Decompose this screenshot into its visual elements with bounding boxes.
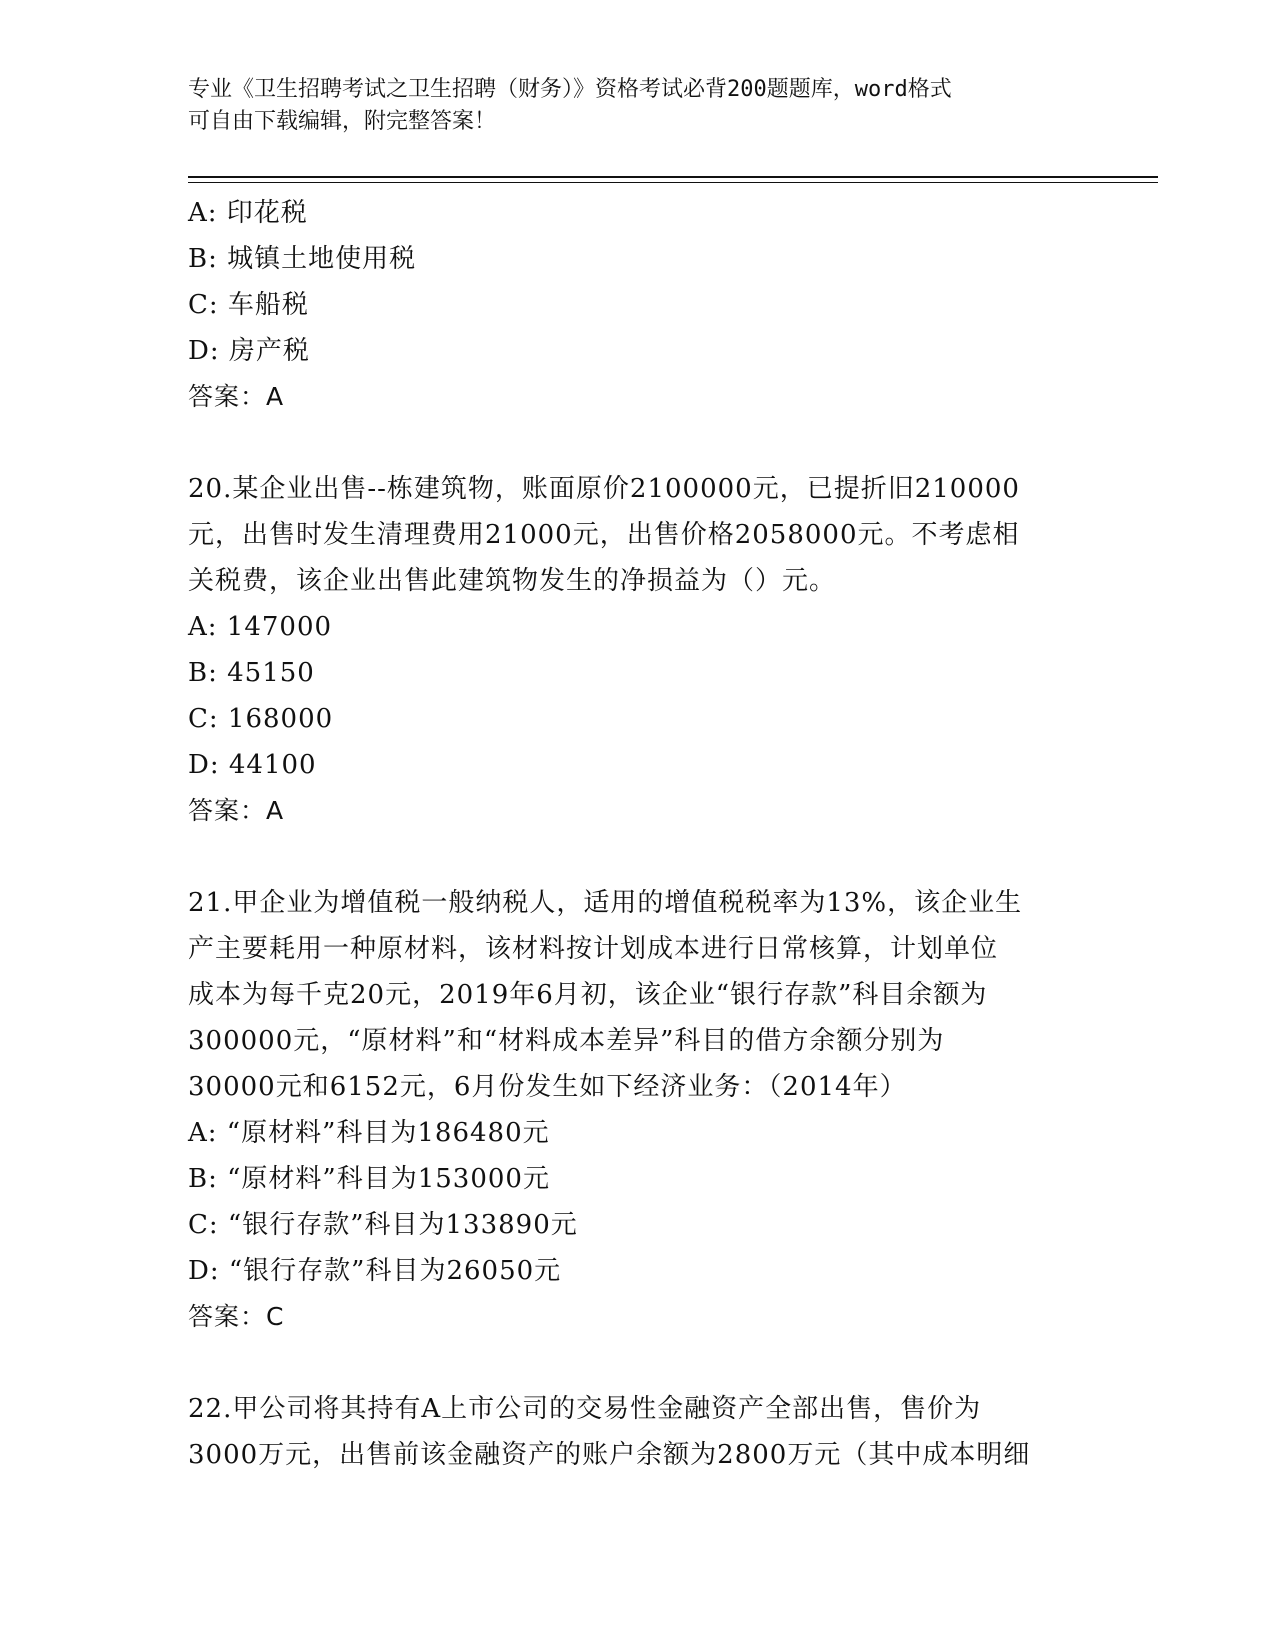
header-line-2: 可自由下载编辑，附完整答案！	[188, 109, 497, 134]
question-22	[188, 1386, 1088, 1478]
document-header	[188, 74, 1088, 138]
header-divider-thin	[188, 182, 1158, 183]
option-c: C: “银行存款”科目为133890元	[188, 1210, 578, 1240]
question-stem-line: 300000元，“原材料”和“材料成本差异”科目的借方余额分别为	[188, 1026, 945, 1056]
option-a: A: “原材料”科目为186480元	[188, 1118, 550, 1148]
question-stem-line: 成本为每千克20元，2019年6月初，该企业“银行存款”科目余额为	[188, 980, 988, 1010]
header-divider-thick	[188, 176, 1158, 178]
question-20	[188, 466, 1088, 834]
option-d: D: 44100	[188, 750, 317, 780]
question-stem-line: 关税费，该企业出售此建筑物发生的净损益为（）元。	[188, 566, 837, 596]
option-b: B: 45150	[188, 658, 315, 688]
question-stem-line: 22.甲公司将其持有A上市公司的交易性金融资产全部出售，售价为	[188, 1394, 982, 1424]
option-c: C: 车船税	[188, 290, 309, 320]
option-a: A: 印花税	[188, 198, 308, 228]
option-a: A: 147000	[188, 612, 333, 642]
answer-line: 答案：C	[188, 1302, 285, 1331]
option-d: D: 房产税	[188, 336, 310, 366]
question-stem-line: 20.某企业出售--栋建筑物，账面原价2100000元，已提折旧210000	[188, 474, 1020, 504]
question-stem-line: 30000元和6152元，6月份发生如下经济业务：（2014年）	[188, 1072, 907, 1102]
header-line-1: 专业《卫生招聘考试之卫生招聘（财务）》资格考试必背200题题库，word格式	[188, 77, 952, 102]
option-b: B: 城镇土地使用税	[188, 244, 417, 274]
question-19	[188, 190, 1088, 420]
question-stem-line: 21.甲企业为增值税一般纳税人，适用的增值税税率为13%，该企业生	[188, 888, 1023, 918]
question-21	[188, 880, 1088, 1340]
option-d: D: “银行存款”科目为26050元	[188, 1256, 562, 1286]
option-c: C: 168000	[188, 704, 334, 734]
question-stem-line: 元，出售时发生清理费用21000元，出售价格2058000元。不考虑相	[188, 520, 1020, 550]
option-b: B: “原材料”科目为153000元	[188, 1164, 550, 1194]
answer-line: 答案：A	[188, 796, 285, 825]
question-stem-line: 产主要耗用一种原材料，该材料按计划成本进行日常核算，计划单位	[188, 934, 999, 964]
answer-line: 答案：A	[188, 382, 285, 411]
question-list	[188, 190, 1088, 1478]
question-stem-line: 3000万元，出售前该金融资产的账户余额为2800万元（其中成本明细	[188, 1440, 1031, 1470]
